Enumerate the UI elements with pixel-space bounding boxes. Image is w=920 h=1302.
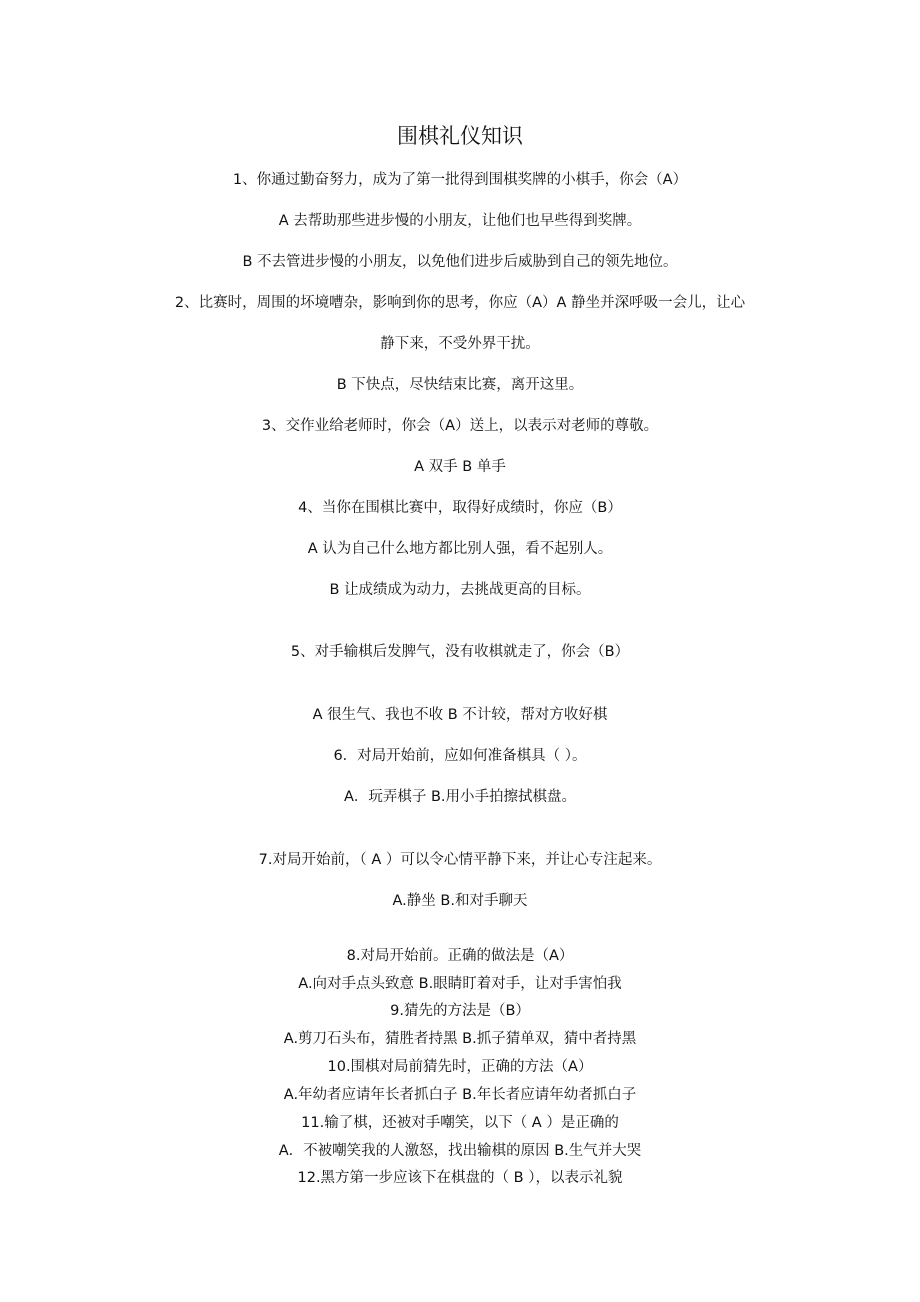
question-11: 11.输了棋，还被对手嘲笑，以下（ A ）是正确的 — [301, 1115, 619, 1131]
question-9-options: A.剪刀石头布，猜胜者持黑 B.抓子猜单双，猜中者持黑 — [283, 1031, 637, 1047]
question-4: 4、当你在围棋比赛中，取得好成绩时，你应（B） — [298, 500, 622, 516]
question-12: 12.黑方第一步应该下在棋盘的（ B ），以表示礼貌 — [297, 1170, 623, 1186]
question-6: 6．对局开始前，应如何准备棋具（ ）。 — [333, 748, 587, 764]
question-10: 10.围棋对局前猜先时，正确的方法（A） — [327, 1059, 593, 1075]
question-1-option-a: A 去帮助那些进步慢的小朋友，让他们也早些得到奖牌。 — [278, 213, 642, 229]
question-3: 3、交作业给老师时，你会（A）送上，以表示对老师的尊敬。 — [261, 418, 659, 434]
question-11-options: A．不被嘲笑我的人激怒，找出输棋的原因 B.生气并大哭 — [278, 1143, 642, 1159]
question-4-option-a: A 认为自己什么地方都比别人强，看不起别人。 — [307, 541, 613, 557]
question-10-options: A.年幼者应请年长者抓白子 B.年长者应请年幼者抓白子 — [283, 1087, 637, 1103]
question-7-options: A.静坐 B.和对手聊天 — [392, 893, 528, 909]
question-8-options: A.向对手点头致意 B.眼睛盯着对手，让对手害怕我 — [298, 976, 622, 992]
question-6-options: A．玩弄棋子 B.用小手拍擦拭棋盘。 — [343, 789, 577, 805]
document-title: 围棋礼仪知识 — [397, 124, 523, 148]
question-2: 2、比赛时，周围的坏境嘈杂，影响到你的思考，你应（A）A 静坐并深呼吸一会儿，让心 — [174, 295, 746, 311]
question-4-option-b: B 让成绩成为动力，去挑战更高的目标。 — [329, 582, 591, 598]
question-2-option-b: B 下快点，尽快结束比赛，离开这里。 — [336, 377, 584, 393]
question-7: 7.对局开始前，（ A ）可以令心情平静下来，并让心专注起来。 — [258, 852, 662, 868]
question-5: 5、对手输棋后发脾气，没有收棋就走了，你会（B） — [290, 644, 630, 660]
question-3-options: A 双手 B 单手 — [414, 459, 506, 475]
question-1: 1、你通过勤奋努力，成为了第一批得到围棋奖牌的小棋手，你会（A） — [232, 172, 688, 188]
question-5-options: A 很生气、我也不收 B 不计较，帮对方收好棋 — [312, 707, 608, 723]
question-8: 8.对局开始前。正确的做法是（A） — [346, 948, 574, 964]
question-2-continued: 静下来，不受外界干扰。 — [380, 336, 540, 352]
question-1-option-b: B 不去管进步慢的小朋友，以免他们进步后威胁到自己的领先地位。 — [242, 254, 678, 270]
question-9: 9.猜先的方法是（B） — [390, 1003, 530, 1019]
